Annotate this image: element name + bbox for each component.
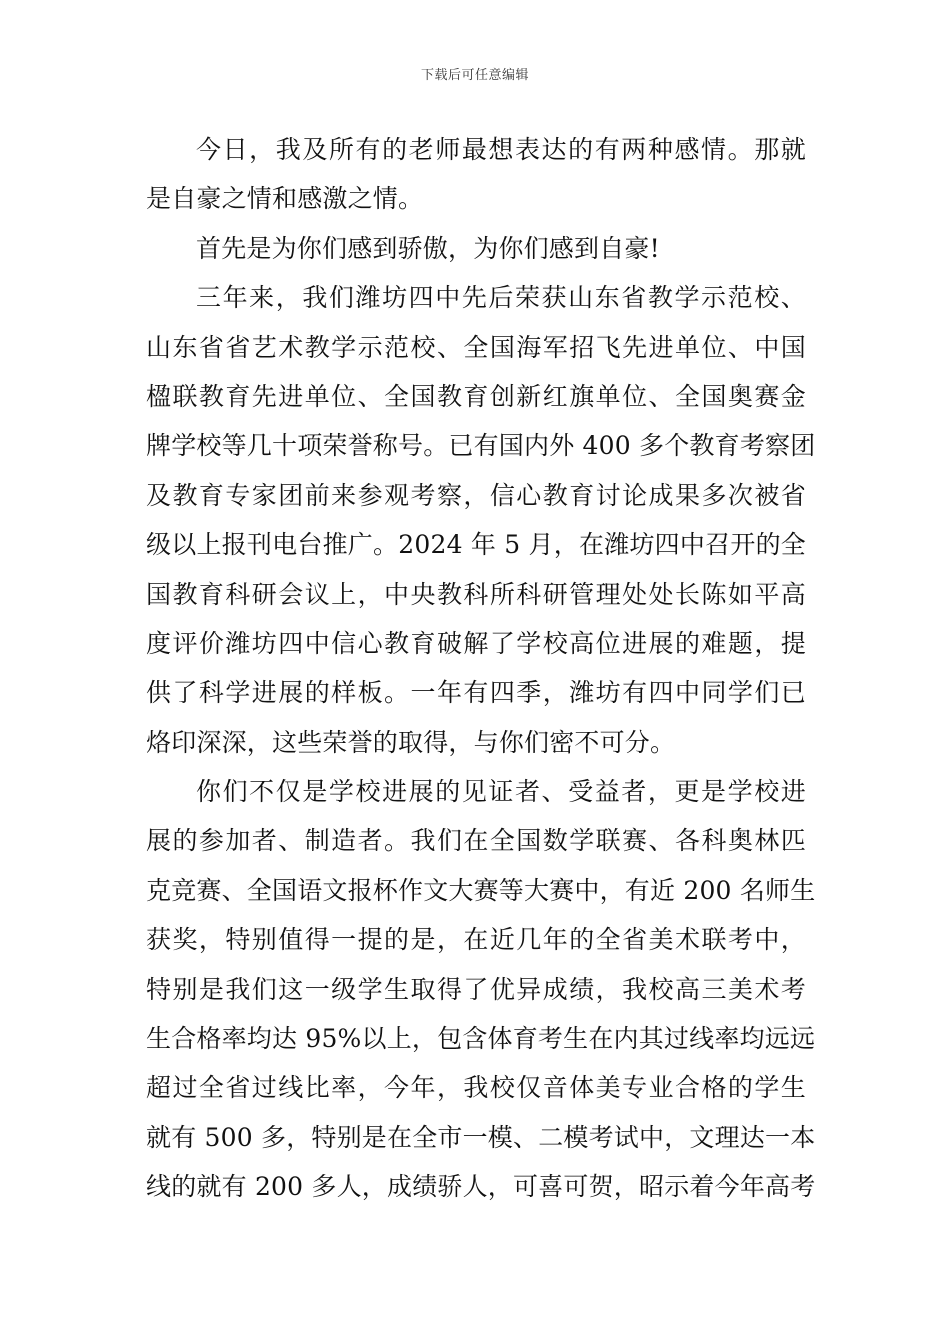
text-line: 及教育专家团前来参观考察，信心教育讨论成果多次被省	[146, 480, 806, 510]
text-line: 生合格率均达 95%以上，包含体育考生在内其过线率均远远	[146, 1024, 816, 1054]
text-line: 克竞赛、全国语文报杯作文大赛等大赛中，有近 200 名师生	[146, 875, 816, 905]
text-line: 特别是我们这一级学生取得了优异成绩，我校高三美术考	[146, 974, 806, 1004]
text-line: 级以上报刊电台推广。2024 年 5 月，在潍坊四中召开的全	[146, 530, 806, 560]
text-line: 线的就有 200 多人，成绩骄人，可喜可贺，昭示着今年高考	[146, 1172, 816, 1202]
document-body	[146, 125, 816, 1212]
text-line: 展的参加者、制造者。我们在全国数学联赛、各科奥林匹	[146, 826, 806, 856]
text-line: 今日，我及所有的老师最想表达的有两种感情。那就	[196, 135, 806, 164]
text-line: 获奖，特别值得一提的是，在近几年的全省美术联考中，	[146, 925, 806, 955]
text-line: 牌学校等几十项荣誉称号。已有国内外 400 多个教育考察团	[146, 431, 816, 461]
text-line: 国教育科研会议上，中央教科所科研管理处处长陈如平高	[146, 579, 806, 609]
text-line: 超过全省过线比率，今年，我校仅音体美专业合格的学生	[146, 1073, 806, 1103]
text-line: 就有 500 多，特别是在全市一模、二模考试中，文理达一本	[146, 1122, 816, 1152]
text-line: 山东省省艺术教学示范校、全国海军招飞先进单位、中国	[146, 332, 806, 362]
text-line: 三年来，我们潍坊四中先后荣获山东省教学示范校、	[196, 283, 806, 313]
text-line: 烙印深深，这些荣誉的取得，与你们密不可分。	[146, 727, 676, 757]
text-line: 你们不仅是学校进展的见证者、受益者，更是学校进	[196, 777, 806, 807]
text-line: 供了科学进展的样板。一年有四季，潍坊有四中同学们已	[146, 678, 806, 708]
text-line: 首先是为你们感到骄傲，为你们感到自豪!	[196, 233, 660, 263]
text-line: 度评价潍坊四中信心教育破解了学校高位进展的难题，提	[146, 628, 806, 658]
text-line: 楹联教育先进单位、全国教育创新红旗单位、全国奥赛金	[146, 381, 806, 411]
header-note: 下载后可任意编辑	[420, 68, 529, 83]
text-line: 是自豪之情和感激之情。	[146, 184, 424, 214]
